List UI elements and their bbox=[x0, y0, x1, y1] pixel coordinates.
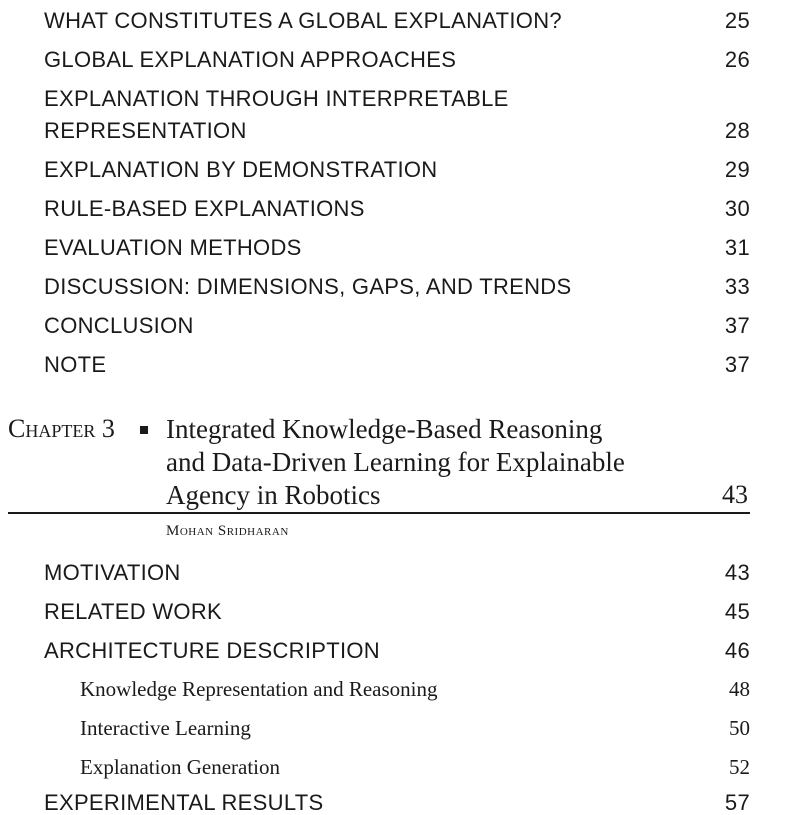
toc-subentry-title: Interactive Learning bbox=[80, 716, 251, 740]
toc-entry bbox=[44, 601, 750, 623]
toc-entry-title: DISCUSSION: DIMENSIONS, GAPS, AND TRENDS bbox=[44, 274, 572, 299]
toc-entry bbox=[44, 237, 750, 259]
toc-entry bbox=[44, 354, 750, 376]
toc-subentry bbox=[80, 679, 750, 700]
toc-entry bbox=[44, 562, 750, 584]
toc-entry bbox=[44, 276, 750, 298]
toc-entry-title-line2: REPRESENTATION bbox=[44, 118, 247, 143]
bullet-icon bbox=[140, 426, 148, 434]
toc-entry-page: 33 bbox=[724, 274, 750, 299]
toc-entry-title: ARCHITECTURE DESCRIPTION bbox=[44, 638, 380, 663]
toc-entry-page: 46 bbox=[724, 638, 750, 663]
toc-entry-title-line1: EXPLANATION THROUGH INTERPRETABLE bbox=[44, 86, 509, 111]
chapter-title-line: and Data-Driven Learning for Explainable bbox=[166, 447, 625, 477]
toc-entry-page: 30 bbox=[724, 196, 750, 221]
toc-entry-page: 57 bbox=[724, 790, 750, 815]
toc-entry-page: 31 bbox=[724, 235, 750, 260]
toc-entry-page: 45 bbox=[724, 599, 750, 624]
toc-entry-title: NOTE bbox=[44, 352, 107, 377]
toc-entry-title: RULE-BASED EXPLANATIONS bbox=[44, 196, 365, 221]
toc-subentry bbox=[80, 757, 750, 778]
toc-entry bbox=[44, 315, 750, 337]
toc-entry-page: 29 bbox=[724, 157, 750, 182]
toc-entry-partial bbox=[44, 792, 750, 814]
toc-subentry-page: 48 bbox=[729, 677, 750, 701]
chapter-page: 43 bbox=[722, 480, 748, 509]
chapter-title-line: Agency in Robotics bbox=[166, 480, 381, 510]
toc-subentry-page: 52 bbox=[729, 755, 750, 779]
toc-entry-page: 25 bbox=[724, 8, 750, 33]
toc-entry-page: 28 bbox=[724, 118, 750, 143]
toc-entry-title: EXPLANATION BY DEMONSTRATION bbox=[44, 157, 438, 182]
toc-subentry-title: Explanation Generation bbox=[80, 755, 281, 779]
toc-entry-page: 43 bbox=[724, 560, 750, 585]
toc-entry-row2 bbox=[44, 120, 750, 142]
toc-entry-page: 26 bbox=[724, 47, 750, 72]
chapter-title-line: Integrated Knowledge-Based Reasoning bbox=[166, 414, 603, 444]
chapter-divider bbox=[8, 512, 750, 514]
toc-subentry-page: 50 bbox=[729, 716, 750, 740]
toc-entry-title: EXPERIMENTAL RESULTS bbox=[44, 790, 324, 815]
toc-entry-title: CONCLUSION bbox=[44, 313, 194, 338]
toc-entry bbox=[44, 159, 750, 181]
toc-entry bbox=[44, 198, 750, 220]
chapter-label: Chapter 3 bbox=[8, 414, 115, 443]
toc-entry-page: 37 bbox=[724, 313, 750, 338]
toc-entry bbox=[44, 10, 750, 32]
toc-entry-title: MOTIVATION bbox=[44, 560, 181, 585]
toc-entry bbox=[44, 49, 750, 71]
chapter-author: Mohan Sridharan bbox=[166, 523, 289, 539]
toc-subentry bbox=[80, 718, 750, 739]
toc-entry bbox=[44, 640, 750, 662]
toc-entry-page: 37 bbox=[724, 352, 750, 377]
toc-entry-title: WHAT CONSTITUTES A GLOBAL EXPLANATION? bbox=[44, 8, 562, 33]
toc-subentry-title: Knowledge Representation and Reasoning bbox=[80, 677, 438, 701]
toc-entry-title: RELATED WORK bbox=[44, 599, 222, 624]
toc-entry-title: GLOBAL EXPLANATION APPROACHES bbox=[44, 47, 457, 72]
toc-entry-title: EVALUATION METHODS bbox=[44, 235, 302, 260]
